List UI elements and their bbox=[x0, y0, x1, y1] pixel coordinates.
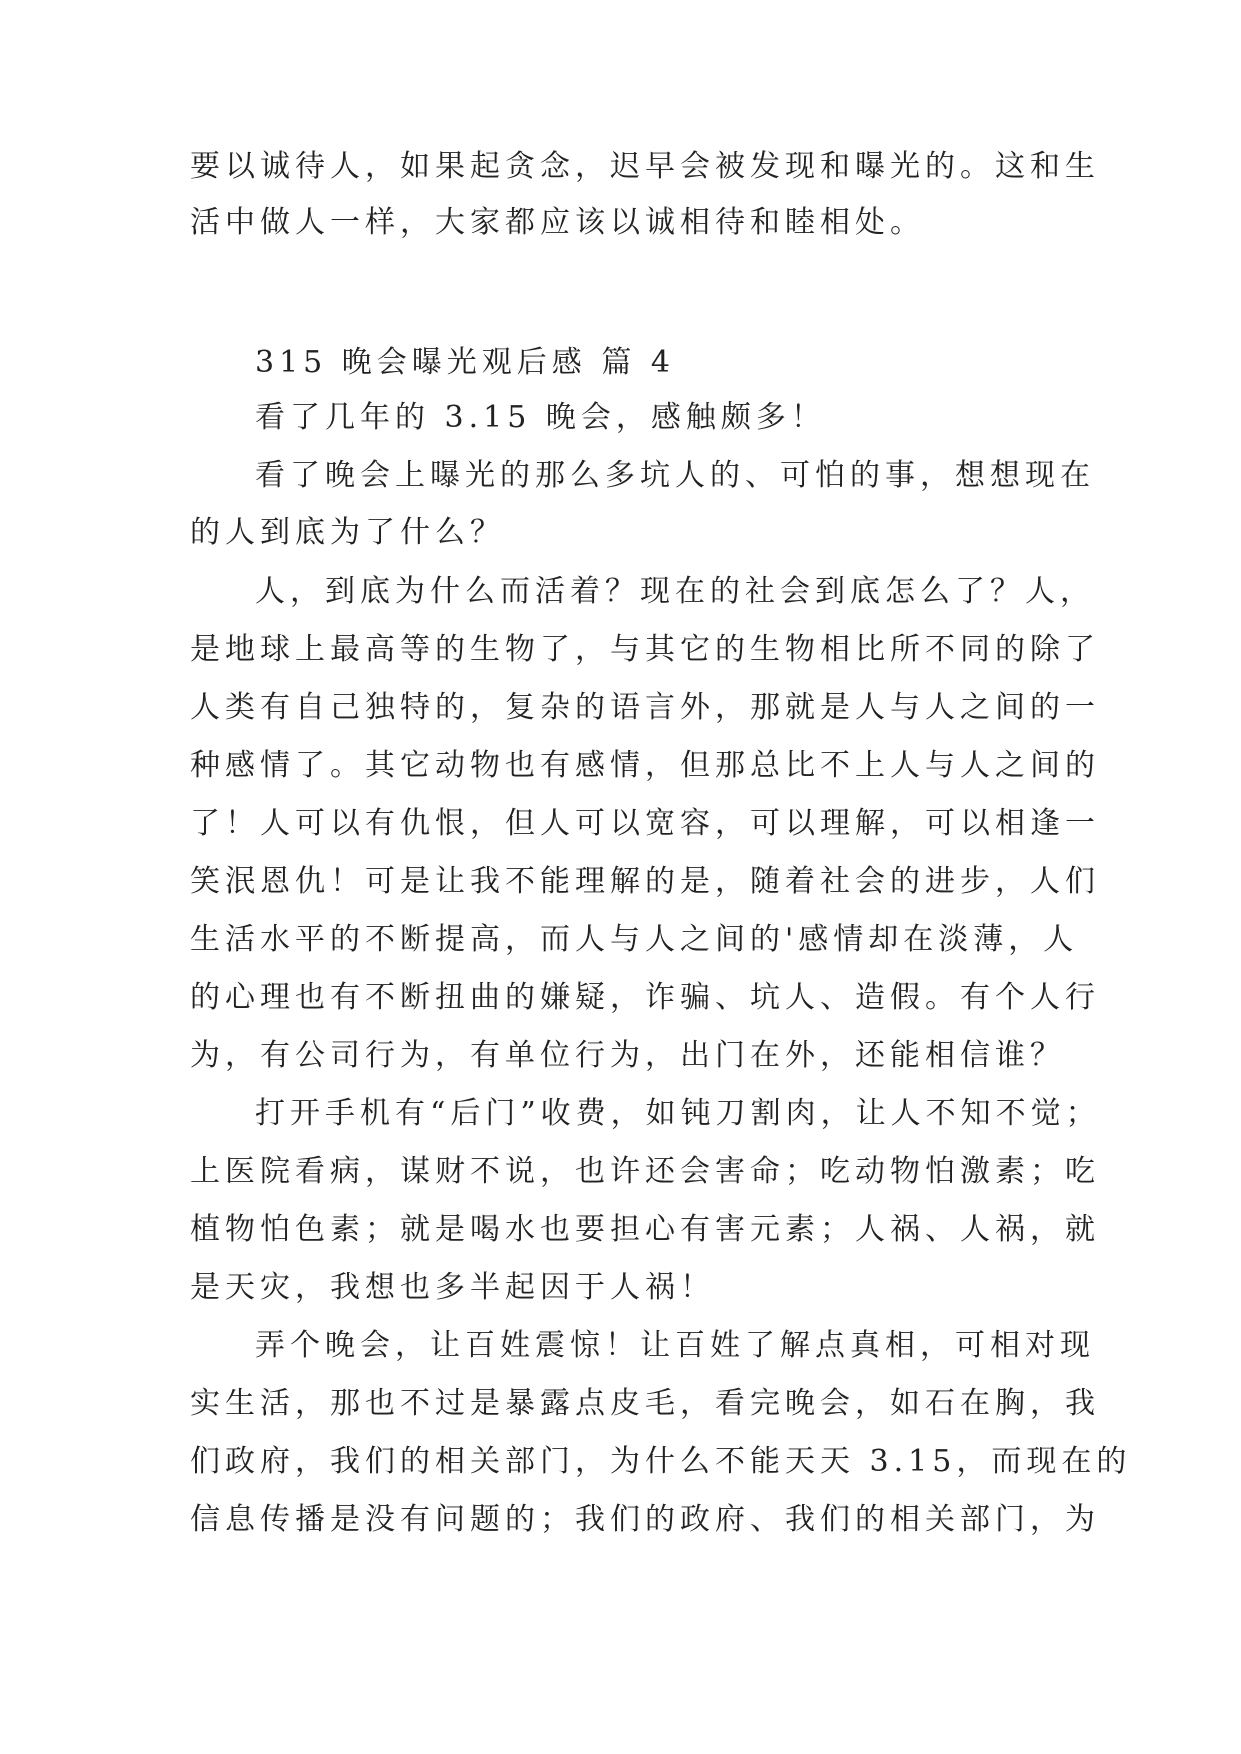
text-line: 看了几年的 3.15 晚会，感触颇多！ bbox=[255, 400, 826, 435]
text-line: 是天灾，我想也多半起因于人祸！ bbox=[190, 1270, 715, 1305]
text-line: 为，有公司行为，有单位行为，出门在外，还能相信谁？ bbox=[190, 1038, 1065, 1073]
text-line: 上医院看病，谋财不说，也许还会害命；吃动物怕激素；吃 bbox=[190, 1154, 1100, 1189]
text-line: 活中做人一样，大家都应该以诚相待和睦相处。 bbox=[190, 205, 925, 240]
text-line: 人，到底为什么而活着？现在的社会到底怎么了？人， bbox=[255, 574, 1095, 609]
text-line: 的人到底为了什么？ bbox=[190, 515, 505, 550]
text-line: 实生活，那也不过是暴露点皮毛，看完晚会，如石在胸，我 bbox=[190, 1386, 1100, 1421]
text-line: 打开手机有“后门”收费，如钝刀割肉，让人不知不觉； bbox=[255, 1096, 1101, 1131]
text-line: 要以诚待人，如果起贪念，迟早会被发现和曝光的。这和生 bbox=[190, 149, 1100, 184]
text-line: 生活水平的不断提高，而人与人之间的'感情却在淡薄，人 bbox=[190, 922, 1079, 957]
text-line: 人类有自己独特的，复杂的语言外，那就是人与人之间的一 bbox=[190, 690, 1100, 725]
text-line: 的心理也有不断扭曲的嫌疑，诈骗、坑人、造假。有个人行 bbox=[190, 980, 1100, 1015]
text-line: 弄个晚会，让百姓震惊！让百姓了解点真相，可相对现 bbox=[255, 1328, 1095, 1363]
text-line: 了！人可以有仇恨，但人可以宽容，可以理解，可以相逢一 bbox=[190, 806, 1100, 841]
text-line: 信息传播是没有问题的；我们的政府、我们的相关部门，为 bbox=[190, 1502, 1100, 1537]
text-line: 们政府，我们的相关部门，为什么不能天天 3.15，而现在的 bbox=[190, 1444, 1132, 1479]
text-line: 是地球上最高等的生物了，与其它的生物相比所不同的除了 bbox=[190, 632, 1100, 667]
text-line: 看了晚会上曝光的那么多坑人的、可怕的事，想想现在 bbox=[255, 458, 1095, 493]
section-heading: 315 晚会曝光观后感 篇 4 bbox=[255, 345, 675, 380]
text-line: 植物怕色素；就是喝水也要担心有害元素；人祸、人祸，就 bbox=[190, 1212, 1100, 1247]
text-line: 笑泯恩仇！可是让我不能理解的是，随着社会的进步，人们 bbox=[190, 864, 1100, 899]
text-line: 种感情了。其它动物也有感情，但那总比不上人与人之间的 bbox=[190, 748, 1100, 783]
